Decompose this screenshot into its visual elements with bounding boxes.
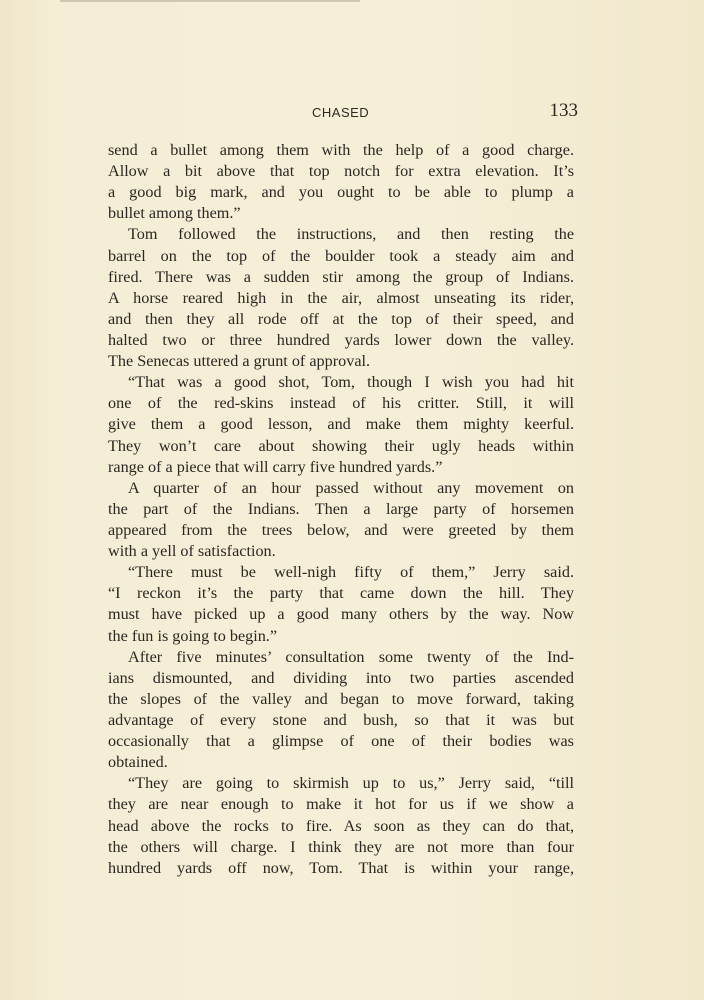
text-line: head above the rocks to fire. As soon as they can do that, (108, 816, 574, 835)
text-line: fired. There was a sudden stir among the group of Indians. (108, 267, 574, 286)
page-header (108, 100, 578, 126)
text-line: They won’t care about showing their ugly heads within (108, 436, 574, 455)
text-line: with a yell of satisfaction. (108, 542, 276, 561)
text-line: ians dismounted, and dividing into two parties ascended (108, 668, 574, 687)
text-line: one of the red-skins instead of his critter. Still, it will (108, 394, 574, 413)
text-line: appeared from the trees below, and were greeted by them (108, 520, 574, 539)
running-head: CHASED (312, 105, 370, 120)
text-line: After five minutes’ consultation some twenty of the Ind- (128, 647, 574, 666)
text-line: a good big mark, and you ought to be able to plump a (108, 183, 574, 202)
text-line: and then they all rode off at the top of their speed, and (108, 309, 574, 328)
page-edge-mark (60, 0, 360, 2)
text-line: range of a piece that will carry five hundred yards.” (108, 457, 443, 476)
body-text (108, 140, 574, 879)
text-line: halted two or three hundred yards lower down the valley. (108, 330, 574, 349)
text-line: The Senecas uttered a grunt of approval. (108, 352, 371, 371)
page-number: 133 (549, 100, 578, 121)
text-line: A horse reared high in the air, almost unseating its rider, (108, 288, 574, 307)
text-line: barrel on the top of the boulder took a steady aim and (108, 246, 574, 265)
text-line: Tom followed the instructions, and then resting the (128, 225, 574, 244)
text-line: Allow a bit above that top notch for extra elevation. It’s (108, 162, 574, 181)
text-line: hundred yards off now, Tom. That is within your range, (108, 858, 574, 877)
text-line: obtained. (108, 753, 168, 772)
text-line: they are near enough to make it hot for us if we show a (108, 795, 574, 814)
text-line: A quarter of an hour passed without any movement on (128, 478, 574, 497)
text-line: “I reckon it’s the party that came down the hill. They (108, 584, 574, 603)
text-line: occasionally that a glimpse of one of their bodies was (108, 732, 574, 751)
text-line: the fun is going to begin.” (108, 626, 278, 645)
text-line: bullet among them.” (108, 204, 241, 223)
text-line: the slopes of the valley and began to move forward, taking (108, 689, 574, 708)
text-line: “They are going to skirmish up to us,” Jerry said, “till (128, 774, 574, 793)
text-line: “There must be well-nigh fifty of them,” Jerry said. (128, 563, 574, 582)
text-line: must have picked up a good many others by the way. Now (108, 605, 574, 624)
text-line: send a bullet among them with the help of a good charge. (108, 141, 574, 159)
text-line: the others will charge. I think they are not more than four (108, 837, 574, 856)
text-line: advantage of every stone and bush, so that it was but (108, 710, 574, 729)
text-line: give them a good lesson, and make them mighty keerful. (108, 415, 574, 434)
text-line: “That was a good shot, Tom, though I wish you had hit (128, 373, 574, 392)
text-line: the part of the Indians. Then a large party of horsemen (108, 499, 574, 518)
